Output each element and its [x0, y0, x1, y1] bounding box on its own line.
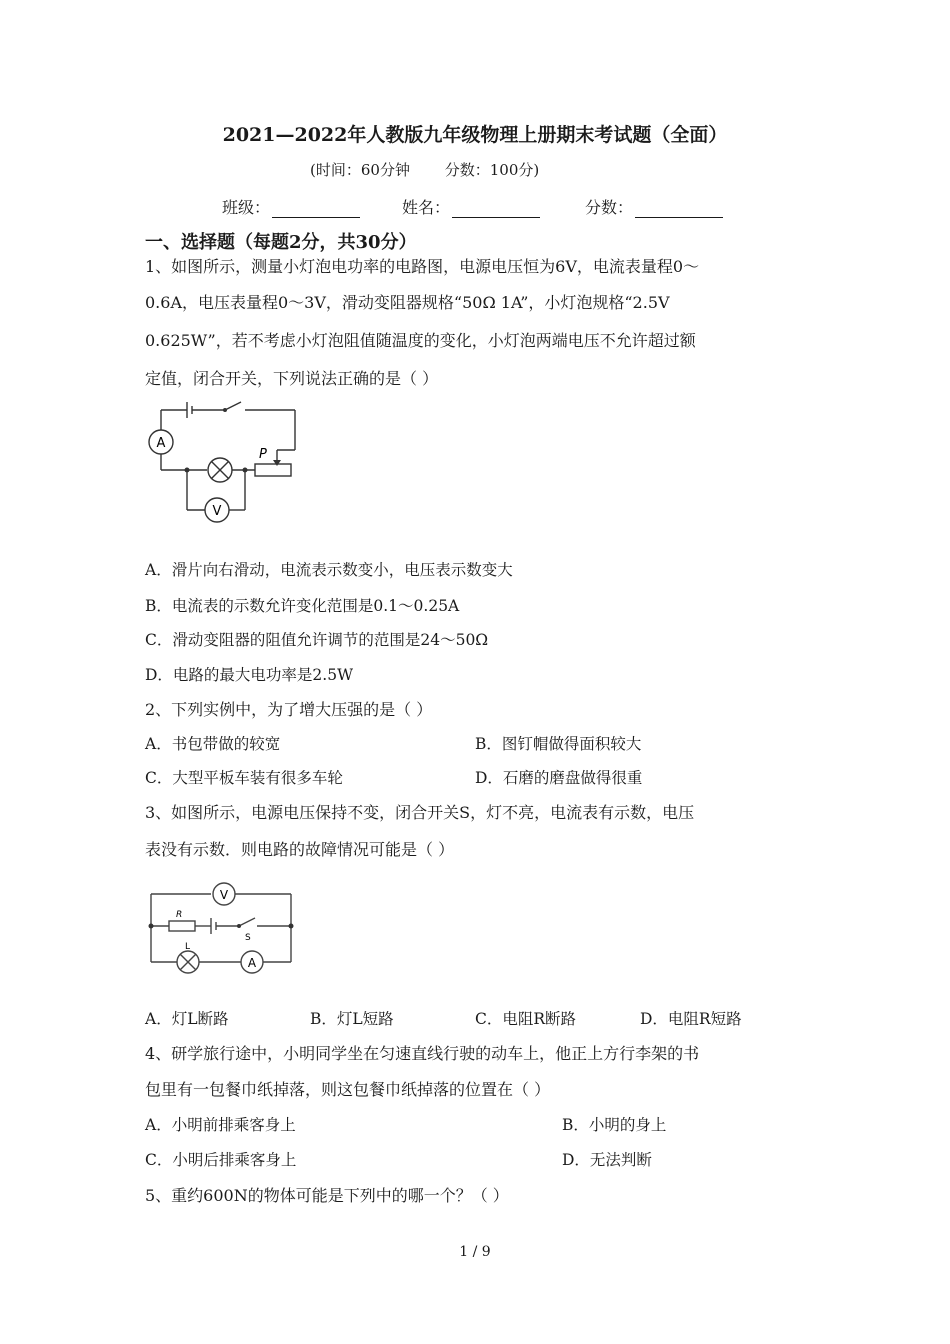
exam-meta	[310, 159, 569, 180]
q1-circuit-diagram	[145, 398, 305, 528]
q3-option-a[interactable]: A．灯L断路	[145, 1010, 229, 1028]
class-label: 班级：	[222, 198, 271, 217]
name-label: 姓名：	[402, 198, 451, 217]
q1-option-d[interactable]: D．电路的最大电功率是2.5W	[145, 666, 354, 684]
q1-ammeter-label: A	[156, 436, 166, 451]
q4-option-c[interactable]: C．小明后排乘客身上	[145, 1151, 297, 1169]
q1-option-c[interactable]: C．滑动变阻器的阻值允许调节的范围是24～50Ω	[145, 631, 489, 649]
score-field[interactable]	[585, 195, 723, 218]
score-blank[interactable]	[635, 203, 723, 218]
q1-option-b[interactable]: B．电流表的示数允许变化范围是0.1～0.25A	[145, 597, 460, 615]
q3-resistor-label: R	[176, 910, 183, 920]
q1-line-2: 0.6A，电压表量程0～3V，滑动变阻器规格“50Ω 1A”，小灯泡规格“2.5V	[145, 293, 670, 312]
page-number: 1 / 9	[459, 1244, 491, 1260]
q3-switch-label: S	[245, 933, 251, 943]
exam-time: (时间：60分钟	[310, 161, 410, 179]
section-title: 一、选择题（每题2分，共30分）	[145, 232, 417, 253]
exam-score-total: 分数：100分)	[444, 161, 540, 179]
name-blank[interactable]	[452, 203, 540, 218]
slider-arrow-icon	[273, 460, 281, 466]
q3-voltmeter-label: V	[219, 888, 229, 902]
q4-option-a[interactable]: A．小明前排乘客身上	[145, 1116, 296, 1134]
q3-line-1: 3、如图所示，电源电压保持不变，闭合开关S，灯不亮，电流表有示数，电压	[145, 803, 695, 822]
q1-line-3: 0.625W”，若不考虑小灯泡阻值随温度的变化，小灯泡两端电压不允许超过额	[145, 331, 696, 350]
q5-stem: 5、重约600N的物体可能是下列中的哪一个？（ ）	[145, 1186, 509, 1205]
q1-option-a[interactable]: A．滑片向右滑动，电流表示数变小，电压表示数变大	[145, 561, 513, 579]
q2-option-d[interactable]: D．石磨的磨盘做得很重	[475, 769, 643, 787]
q4-option-b[interactable]: B．小明的身上	[562, 1116, 667, 1134]
q4-option-d[interactable]: D．无法判断	[562, 1151, 652, 1169]
q3-option-b[interactable]: B．灯L短路	[310, 1010, 394, 1028]
q3-ammeter-label: A	[247, 956, 257, 970]
exam-title: 2021—2022年人教版九年级物理上册期末考试题（全面）	[222, 124, 728, 146]
q3-line-2: 表没有示数．则电路的故障情况可能是（ ）	[145, 840, 455, 859]
q1-line-1: 1、如图所示，测量小灯泡电功率的电路图，电源电压恒为6V，电流表量程0～	[145, 257, 700, 276]
q1-voltmeter-label: V	[212, 504, 222, 519]
q3-circuit-diagram	[145, 878, 300, 978]
q1-line-4: 定值，闭合开关，下列说法正确的是（ ）	[145, 369, 439, 388]
score-label: 分数：	[585, 198, 634, 217]
name-field[interactable]	[402, 195, 540, 218]
q4-line-2: 包里有一包餐巾纸掉落，则这包餐巾纸掉落的位置在（ ）	[145, 1080, 551, 1099]
q2-option-a[interactable]: A．书包带做的较宽	[145, 735, 281, 753]
class-field[interactable]	[222, 195, 360, 218]
q2-option-b[interactable]: B．图钉帽做得面积较大	[475, 735, 642, 753]
q3-lamp-label: L	[185, 942, 191, 952]
q1-slider-label: P	[259, 447, 267, 462]
q2-stem: 2、下列实例中，为了增大压强的是（ ）	[145, 700, 433, 719]
class-blank[interactable]	[272, 203, 360, 218]
q2-option-c[interactable]: C．大型平板车装有很多车轮	[145, 769, 343, 787]
q3-option-d[interactable]: D．电阻R短路	[640, 1010, 742, 1028]
q3-option-c[interactable]: C．电阻R断路	[475, 1010, 577, 1028]
q4-line-1: 4、研学旅行途中，小明同学坐在匀速直线行驶的动车上，他正上方行李架的书	[145, 1044, 700, 1063]
